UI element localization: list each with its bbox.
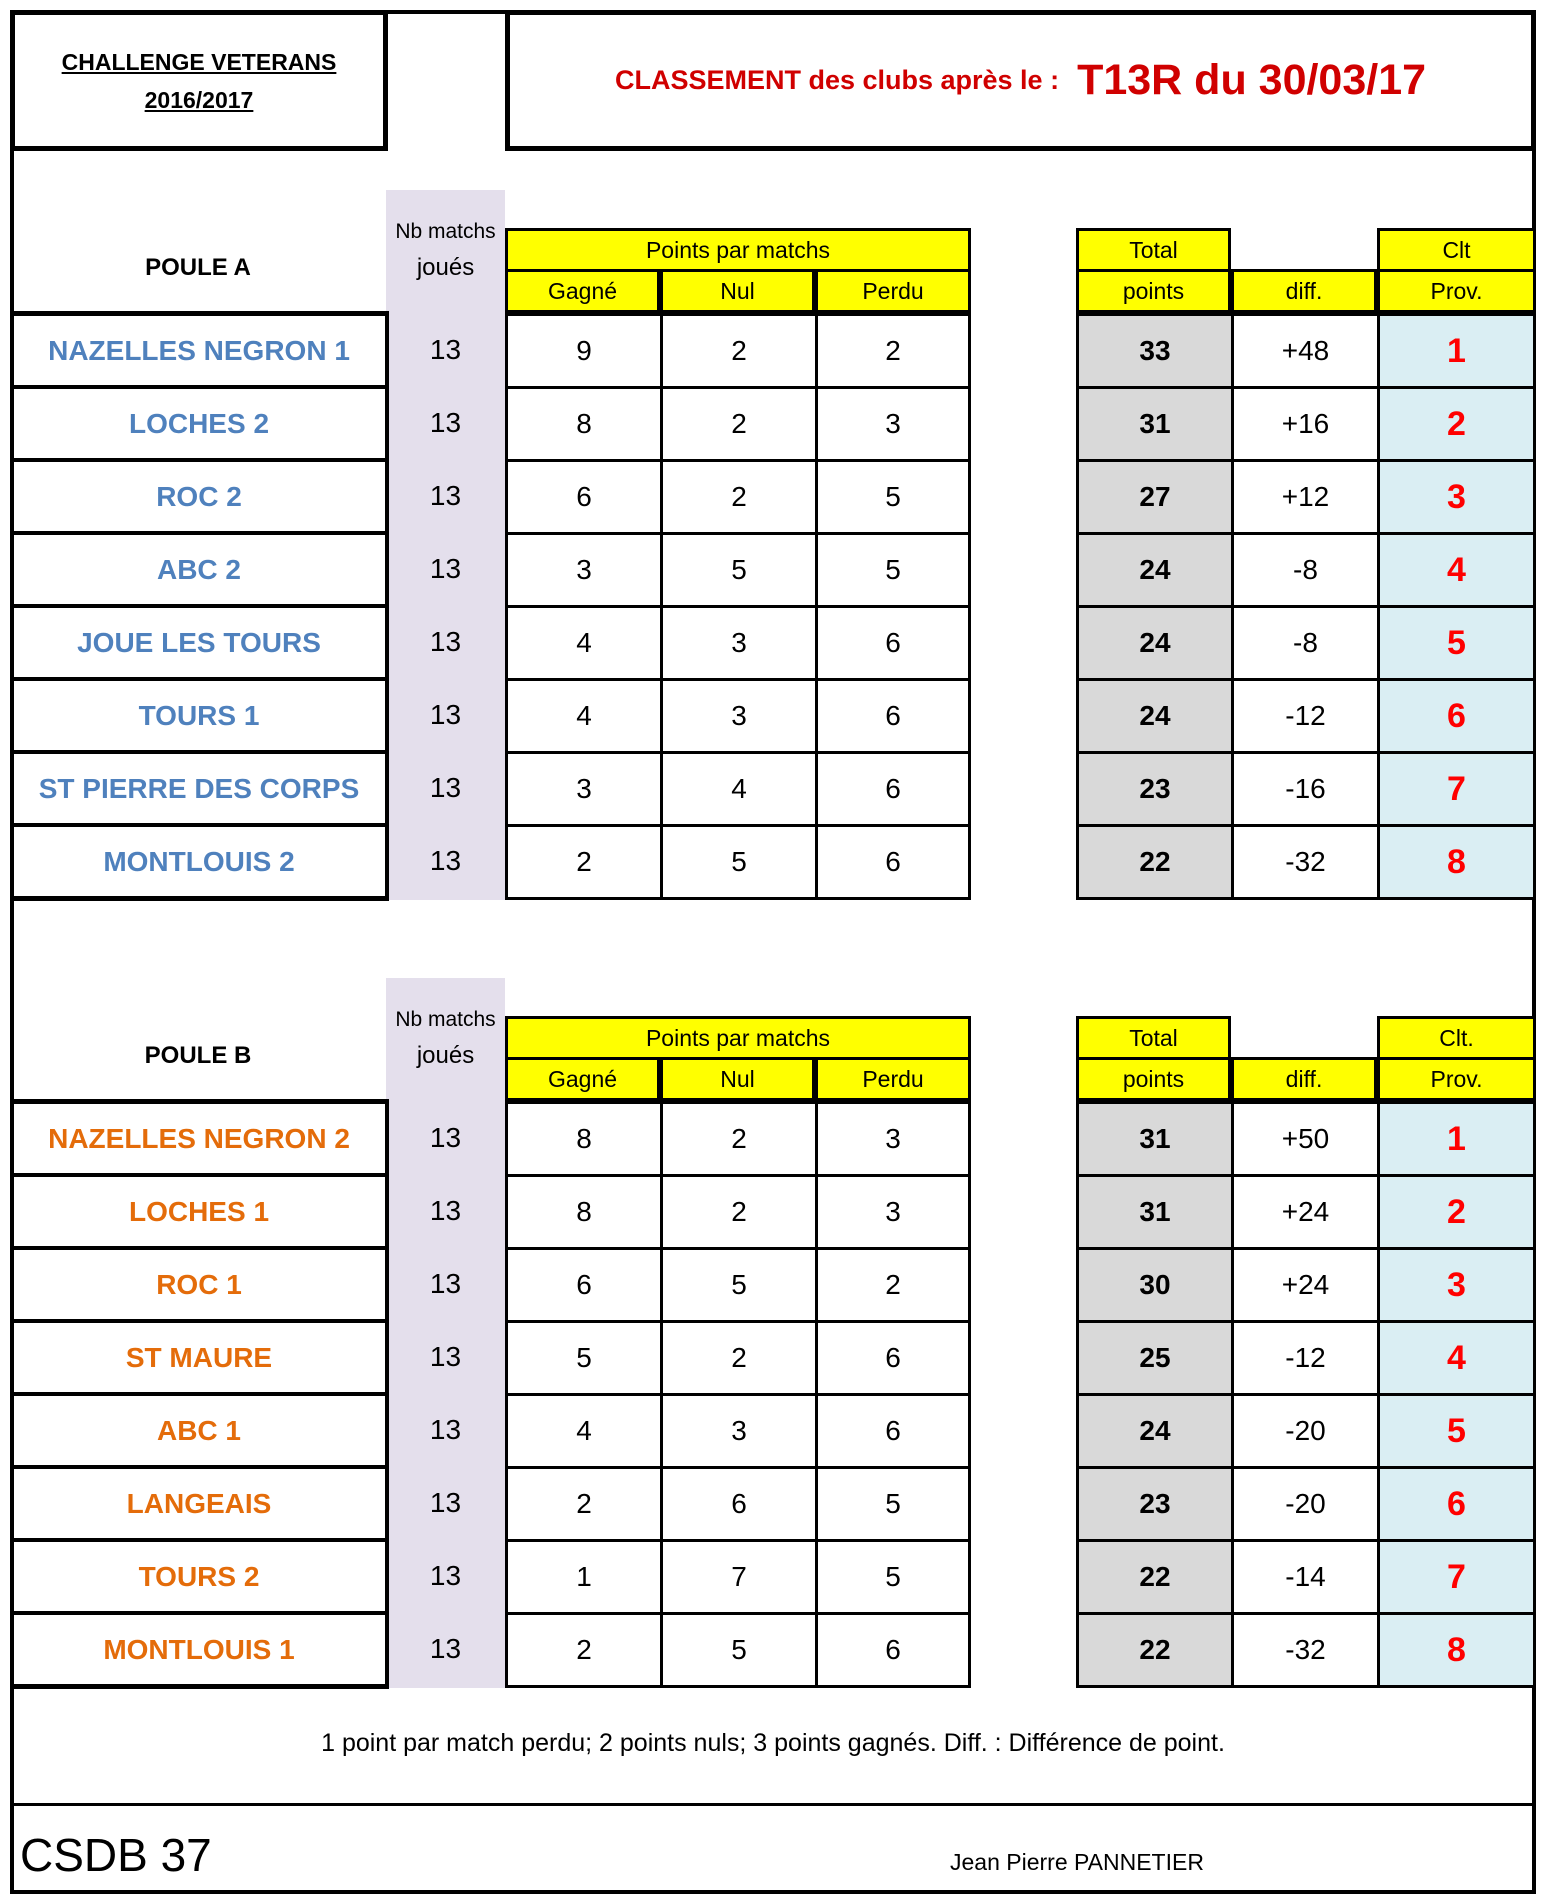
poule-label: POULE B xyxy=(144,1041,252,1069)
diff-value: -14 xyxy=(1231,1539,1380,1615)
nul-value: 2 xyxy=(660,313,818,389)
col-gagne-header: Gagné xyxy=(505,1057,660,1101)
diff-value: -16 xyxy=(1231,751,1380,827)
matchs-joues: 13 xyxy=(429,844,462,876)
gagne-value: 9 xyxy=(505,313,663,389)
team-name: ST MAURE xyxy=(10,1320,388,1395)
nul-value: 2 xyxy=(660,1320,818,1396)
classement-provisoire: 6 xyxy=(1377,1466,1536,1542)
total-points: 22 xyxy=(1076,824,1234,900)
team-name: TOURS 1 xyxy=(10,678,388,753)
perdu-value: 3 xyxy=(815,386,971,462)
classement-provisoire: 4 xyxy=(1377,1320,1536,1396)
total-points: 22 xyxy=(1076,1612,1234,1688)
diff-value: -12 xyxy=(1231,1320,1380,1396)
team-name: NAZELLES NEGRON 1 xyxy=(10,313,388,388)
classement-provisoire: 2 xyxy=(1377,386,1536,462)
perdu-value: 2 xyxy=(815,1247,971,1323)
matchs-joues: 13 xyxy=(429,1121,462,1153)
diff-header: diff. xyxy=(1231,1057,1377,1101)
joues-label: joués xyxy=(416,254,475,281)
nul-value: 5 xyxy=(660,532,818,608)
classement-provisoire: 5 xyxy=(1377,1393,1536,1469)
classement-label: CLASSEMENT des clubs après le : xyxy=(614,65,1060,95)
classement-provisoire: 3 xyxy=(1377,1247,1536,1323)
diff-value: -32 xyxy=(1231,1612,1380,1688)
gagne-value: 3 xyxy=(505,751,663,827)
total-points: 22 xyxy=(1076,1539,1234,1615)
perdu-value: 6 xyxy=(815,1393,971,1469)
col-nul-header: Nul xyxy=(660,1057,815,1101)
diff-value: -8 xyxy=(1231,605,1380,681)
team-name: LANGEAIS xyxy=(10,1466,388,1541)
classement-provisoire: 7 xyxy=(1377,1539,1536,1615)
points-par-matchs-header: Points par matchs xyxy=(505,1016,971,1060)
nul-value: 5 xyxy=(660,824,818,900)
perdu-value: 2 xyxy=(815,313,971,389)
clt-header: Clt. xyxy=(1377,1016,1536,1060)
diff-value: -20 xyxy=(1231,1393,1380,1469)
matchs-joues: 13 xyxy=(429,1413,462,1445)
round-label: T13R du 30/03/17 xyxy=(1077,56,1427,104)
diff-header: diff. xyxy=(1231,269,1377,313)
nb-matchs-label: Nb matchs xyxy=(395,220,496,243)
gagne-value: 1 xyxy=(505,1539,663,1615)
team-name: ROC 1 xyxy=(10,1247,388,1322)
classement-provisoire: 1 xyxy=(1377,1101,1536,1177)
gagne-value: 2 xyxy=(505,1612,663,1688)
points-par-matchs-header: Points par matchs xyxy=(505,228,971,272)
gagne-value: 2 xyxy=(505,1466,663,1542)
total-points: 23 xyxy=(1076,1466,1234,1542)
challenge-title-box xyxy=(10,10,388,151)
perdu-value: 6 xyxy=(815,751,971,827)
clt-header: Clt xyxy=(1377,228,1536,272)
perdu-value: 5 xyxy=(815,459,971,535)
joues-label: joués xyxy=(416,1042,475,1069)
classement-provisoire: 2 xyxy=(1377,1174,1536,1250)
total-header: Total xyxy=(1076,228,1231,272)
diff-value: -20 xyxy=(1231,1466,1380,1542)
nul-value: 2 xyxy=(660,1101,818,1177)
matchs-joues: 13 xyxy=(429,1559,462,1591)
gagne-value: 4 xyxy=(505,678,663,754)
gagne-value: 2 xyxy=(505,824,663,900)
gagne-value: 5 xyxy=(505,1320,663,1396)
nul-value: 2 xyxy=(660,459,818,535)
team-name: MONTLOUIS 1 xyxy=(10,1612,388,1687)
classement-provisoire: 6 xyxy=(1377,678,1536,754)
matchs-joues: 13 xyxy=(429,333,462,365)
author-name: Jean Pierre PANNETIER xyxy=(950,1849,1204,1875)
gagne-value: 6 xyxy=(505,1247,663,1323)
diff-value: +12 xyxy=(1231,459,1380,535)
col-nul-header: Nul xyxy=(660,269,815,313)
col-perdu-header: Perdu xyxy=(815,269,971,313)
total-points: 24 xyxy=(1076,605,1234,681)
perdu-value: 5 xyxy=(815,1466,971,1542)
matchs-joues: 13 xyxy=(429,1632,462,1664)
scoring-note: 1 point par match perdu; 2 points nuls; 3 points gagnés. Diff. : Différence de point. xyxy=(321,1728,1225,1757)
total-header: Total xyxy=(1076,1016,1231,1060)
gagne-value: 3 xyxy=(505,532,663,608)
matchs-joues: 13 xyxy=(429,552,462,584)
gagne-value: 4 xyxy=(505,1393,663,1469)
nb-matchs-label: Nb matchs xyxy=(395,1008,496,1031)
team-name: LOCHES 1 xyxy=(10,1174,388,1249)
nul-value: 3 xyxy=(660,678,818,754)
classement-provisoire: 5 xyxy=(1377,605,1536,681)
classement-provisoire: 8 xyxy=(1377,824,1536,900)
matchs-joues: 13 xyxy=(429,406,462,438)
perdu-value: 3 xyxy=(815,1174,971,1250)
team-name: ABC 2 xyxy=(10,532,388,607)
diff-value: +16 xyxy=(1231,386,1380,462)
nul-value: 5 xyxy=(660,1612,818,1688)
classement-provisoire: 4 xyxy=(1377,532,1536,608)
perdu-value: 5 xyxy=(815,532,971,608)
perdu-value: 6 xyxy=(815,824,971,900)
team-name: NAZELLES NEGRON 2 xyxy=(10,1101,388,1176)
team-name: ROC 2 xyxy=(10,459,388,534)
perdu-value: 6 xyxy=(815,605,971,681)
diff-value: +24 xyxy=(1231,1174,1380,1250)
diff-value: -12 xyxy=(1231,678,1380,754)
nul-value: 5 xyxy=(660,1247,818,1323)
points-header: points xyxy=(1076,1057,1231,1101)
gagne-value: 6 xyxy=(505,459,663,535)
org-name: CSDB 37 xyxy=(20,1829,212,1881)
diff-value: +48 xyxy=(1231,313,1380,389)
team-name: MONTLOUIS 2 xyxy=(10,824,388,899)
perdu-value: 5 xyxy=(815,1539,971,1615)
matchs-joues: 13 xyxy=(429,1486,462,1518)
matchs-joues: 13 xyxy=(429,1194,462,1226)
team-name: ABC 1 xyxy=(10,1393,388,1468)
total-points: 30 xyxy=(1076,1247,1234,1323)
matchs-joues: 13 xyxy=(429,1267,462,1299)
perdu-value: 3 xyxy=(815,1101,971,1177)
nb-matchs-header xyxy=(386,190,505,310)
nul-value: 3 xyxy=(660,605,818,681)
total-points: 27 xyxy=(1076,459,1234,535)
col-perdu-header: Perdu xyxy=(815,1057,971,1101)
matchs-joues: 13 xyxy=(429,1340,462,1372)
nb-matchs-header xyxy=(386,978,505,1098)
team-name: ST PIERRE DES CORPS xyxy=(10,751,388,826)
matchs-joues: 13 xyxy=(429,479,462,511)
points-header: points xyxy=(1076,269,1231,313)
nul-value: 6 xyxy=(660,1466,818,1542)
diff-value: +50 xyxy=(1231,1101,1380,1177)
matchs-joues: 13 xyxy=(429,625,462,657)
classement-provisoire: 1 xyxy=(1377,313,1536,389)
matchs-joues: 13 xyxy=(429,698,462,730)
prov-header: Prov. xyxy=(1377,1057,1536,1101)
team-name: JOUE LES TOURS xyxy=(10,605,388,680)
diff-value: -32 xyxy=(1231,824,1380,900)
perdu-value: 6 xyxy=(815,1612,971,1688)
total-points: 31 xyxy=(1076,1174,1234,1250)
total-points: 24 xyxy=(1076,678,1234,754)
total-points: 24 xyxy=(1076,1393,1234,1469)
total-points: 24 xyxy=(1076,532,1234,608)
classement-provisoire: 7 xyxy=(1377,751,1536,827)
footer-divider xyxy=(10,1803,1536,1806)
total-points: 31 xyxy=(1076,386,1234,462)
classement-provisoire: 3 xyxy=(1377,459,1536,535)
nul-value: 3 xyxy=(660,1393,818,1469)
perdu-value: 6 xyxy=(815,1320,971,1396)
nul-value: 4 xyxy=(660,751,818,827)
diff-value: -8 xyxy=(1231,532,1380,608)
poule-label: POULE A xyxy=(145,253,251,281)
col-gagne-header: Gagné xyxy=(505,269,660,313)
team-name: TOURS 2 xyxy=(10,1539,388,1614)
total-points: 33 xyxy=(1076,313,1234,389)
matchs-joues: 13 xyxy=(429,771,462,803)
diff-value: +24 xyxy=(1231,1247,1380,1323)
nul-value: 2 xyxy=(660,1174,818,1250)
challenge-title: CHALLENGE VETERANS xyxy=(61,48,337,75)
gagne-value: 4 xyxy=(505,605,663,681)
total-points: 31 xyxy=(1076,1101,1234,1177)
total-points: 23 xyxy=(1076,751,1234,827)
nul-value: 7 xyxy=(660,1539,818,1615)
gagne-value: 8 xyxy=(505,386,663,462)
nul-value: 2 xyxy=(660,386,818,462)
challenge-season: 2016/2017 xyxy=(144,86,254,113)
total-points: 25 xyxy=(1076,1320,1234,1396)
prov-header: Prov. xyxy=(1377,269,1536,313)
classement-provisoire: 8 xyxy=(1377,1612,1536,1688)
gagne-value: 8 xyxy=(505,1101,663,1177)
classement-title-box xyxy=(505,10,1536,151)
gagne-value: 8 xyxy=(505,1174,663,1250)
perdu-value: 6 xyxy=(815,678,971,754)
team-name: LOCHES 2 xyxy=(10,386,388,461)
